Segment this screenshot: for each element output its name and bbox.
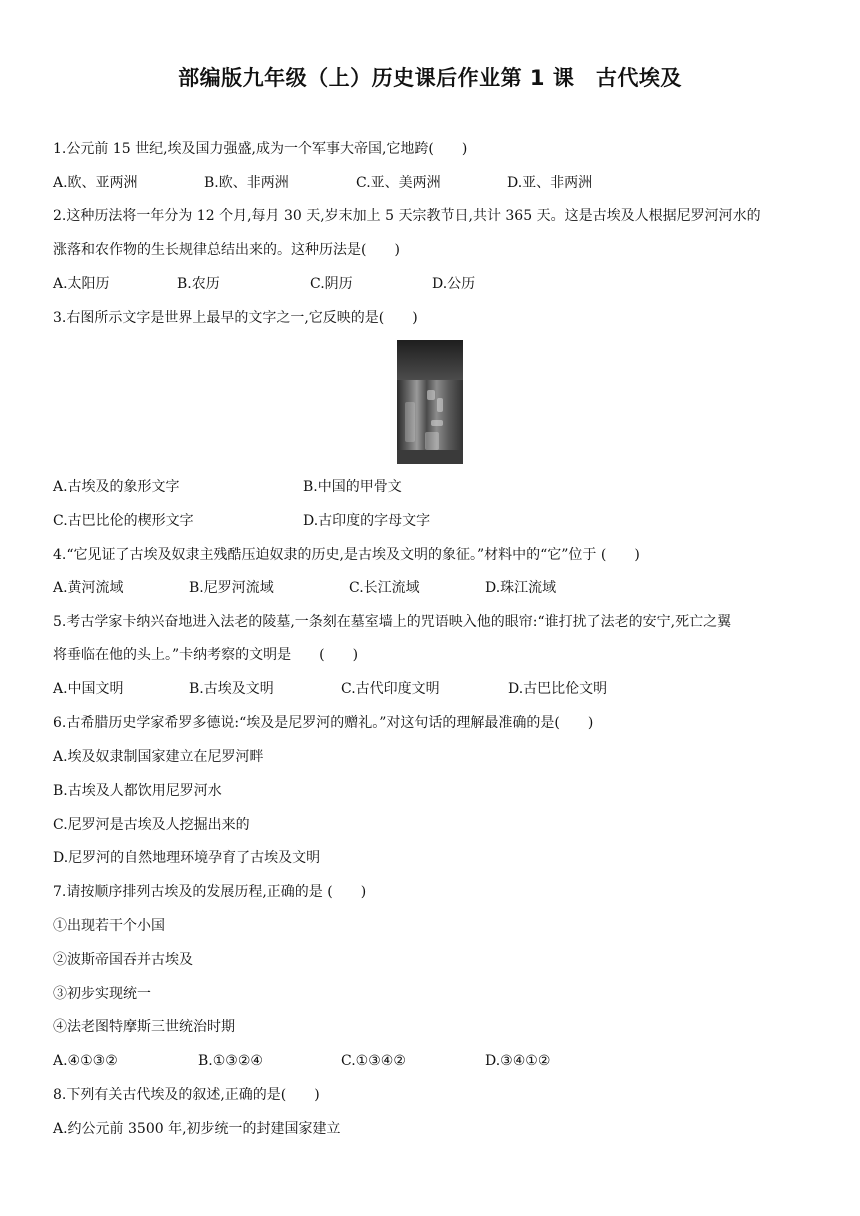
q5-option-d: D.古巴比伦文明 — [508, 681, 608, 697]
q2-option-a: A.太阳历 — [53, 276, 110, 292]
q1-option-b: B.欧、非两洲 — [204, 175, 289, 191]
q5-option-c: C.古代印度文明 — [341, 681, 440, 697]
q6-option-a: A.埃及奴隶制国家建立在尼罗河畔 — [53, 749, 264, 765]
q7-option-b: B.①③②④ — [198, 1053, 263, 1069]
q4-option-b: B.尼罗河流域 — [189, 580, 274, 596]
q3-option-d: D.古印度的字母文字 — [303, 513, 431, 529]
question-4-stem: 4.“它见证了古埃及奴隶主残酷压迫奴隶的历史,是古埃及文明的象征。”材料中的“它”位于 ( ) — [53, 547, 640, 563]
q1-option-a: A.欧、亚两洲 — [53, 175, 138, 191]
question-1-stem: 1.公元前 15 世纪,埃及国力强盛,成为一个军事大帝国,它地跨( ) — [53, 141, 468, 157]
q3-option-c: C.古巴比伦的楔形文字 — [53, 513, 194, 529]
question-3-stem: 3.右图所示文字是世界上最早的文字之一,它反映的是( ) — [53, 310, 418, 326]
q2-option-d: D.公历 — [432, 276, 476, 292]
q7-item-1: ①出现若干个小国 — [53, 918, 165, 934]
question-8-stem: 8.下列有关古代埃及的叙述,正确的是( ) — [53, 1087, 320, 1103]
q7-item-3: ③初步实现统一 — [53, 986, 151, 1002]
q7-option-a: A.④①③② — [53, 1053, 118, 1069]
q6-option-b: B.古埃及人都饮用尼罗河水 — [53, 783, 222, 799]
page-title: 部编版九年级（上）历史课后作业第 1 课 古代埃及 — [178, 66, 682, 90]
q8-option-a: A.约公元前 3500 年,初步统一的封建国家建立 — [53, 1121, 341, 1137]
question-5-stem-line2: 将垂临在他的头上。”卡纳考察的文明是 ( ) — [53, 647, 359, 663]
q3-option-b: B.中国的甲骨文 — [303, 479, 402, 495]
q7-item-4: ④法老图特摩斯三世统治时期 — [53, 1019, 235, 1035]
q2-option-b: B.农历 — [177, 276, 220, 292]
q1-option-d: D.亚、非两洲 — [507, 175, 593, 191]
question-7-stem: 7.请按顺序排列古埃及的发展历程,正确的是 ( ) — [53, 884, 367, 900]
question-2-stem-line2: 涨落和农作物的生长规律总结出来的。这种历法是( ) — [53, 242, 400, 258]
q5-option-a: A.中国文明 — [53, 681, 124, 697]
q1-option-c: C.亚、美两洲 — [356, 175, 441, 191]
q3-option-a: A.古埃及的象形文字 — [53, 479, 180, 495]
hieroglyph-pillar-image — [397, 340, 463, 464]
q5-option-b: B.古埃及文明 — [189, 681, 274, 697]
q4-option-a: A.黄河流域 — [53, 580, 124, 596]
q6-option-c: C.尼罗河是古埃及人挖掘出来的 — [53, 817, 250, 833]
q6-option-d: D.尼罗河的自然地理环境孕育了古埃及文明 — [53, 850, 321, 866]
q4-option-d: D.珠江流域 — [485, 580, 557, 596]
question-2-stem-line1: 2.这种历法将一年分为 12 个月,每月 30 天,岁末加上 5 天宗教节日,共计 365 天。这是古埃及人根据尼罗河河水的 — [53, 208, 761, 224]
q7-option-d: D.③④①② — [485, 1053, 551, 1069]
q2-option-c: C.阴历 — [310, 276, 353, 292]
q4-option-c: C.长江流域 — [349, 580, 420, 596]
question-5-stem-line1: 5.考古学家卡纳兴奋地进入法老的陵墓,一条刻在墓室墙上的咒语映入他的眼帘:“谁打扰了法老的安宁,死亡之翼 — [53, 614, 732, 630]
q7-option-c: C.①③④② — [341, 1053, 406, 1069]
q7-item-2: ②波斯帝国吞并古埃及 — [53, 952, 193, 968]
question-6-stem: 6.古希腊历史学家希罗多德说:“埃及是尼罗河的赠礼。”对这句话的理解最准确的是( ) — [53, 715, 594, 731]
